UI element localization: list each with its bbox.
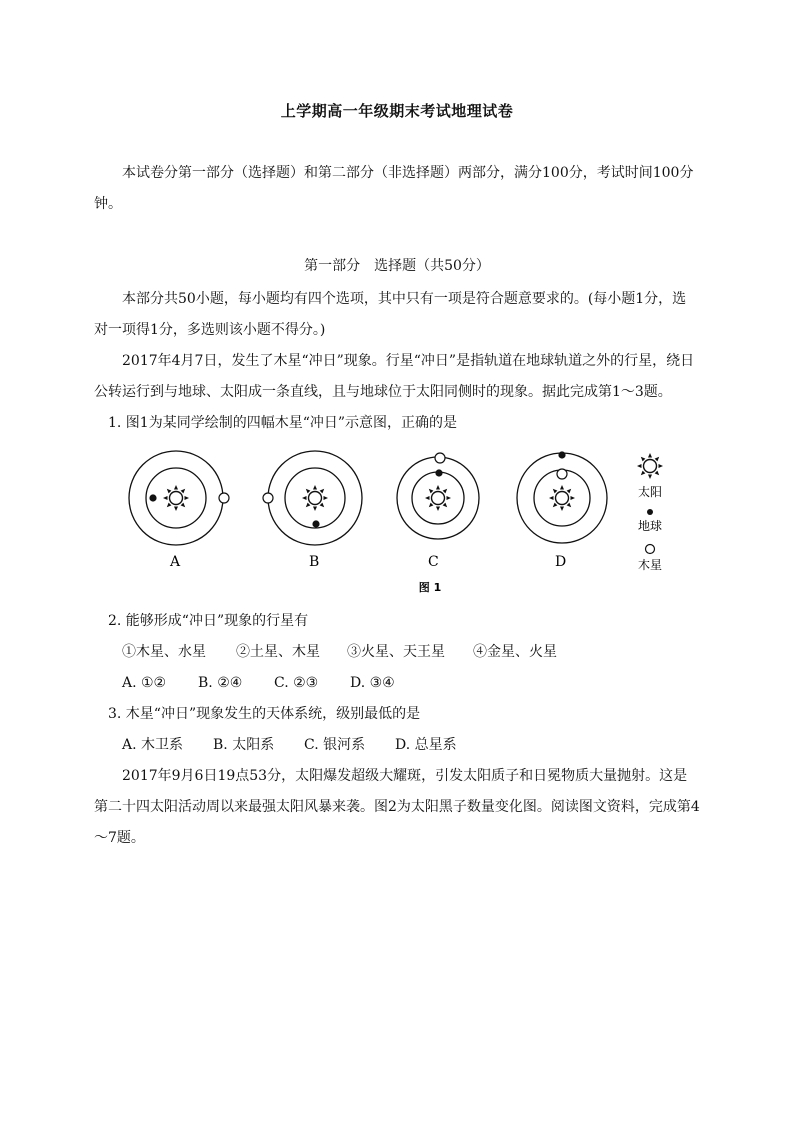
panel-label-a: A [170, 554, 181, 570]
option-a: A. ①② [122, 675, 167, 691]
figure-legend [637, 453, 663, 572]
legend-jupiter-dot [646, 545, 655, 554]
option-a: A. 木卫系 [122, 737, 184, 753]
legend-jupiter-label: 木星 [637, 558, 663, 572]
sun-icon [425, 485, 451, 511]
legend-earth-label: 地球 [637, 519, 663, 533]
jupiter-dot [557, 469, 567, 479]
legend-sun-label: 太阳 [637, 485, 663, 499]
option-b: B. 太阳系 [213, 737, 275, 753]
passage-jupiter-opposition: 2017年4月7日，发生了木星“冲日”现象。行星“冲日”是指轨道在地球轨道之外的行星，绕日公转运行到与地球、太阳成一条直线，且与地球位于太阳同侧时的现象。据此完成第1～3题。 [94, 353, 695, 400]
page-title: 上学期高一年级期末考试地理试卷 [280, 102, 514, 120]
question-3-stem: 3. 木星“冲日”现象发生的天体系统，级别最低的是 [108, 706, 421, 722]
sun-icon [637, 453, 663, 479]
earth-dot [312, 520, 319, 527]
question-2-choices [122, 642, 557, 662]
passage-solar-flare: 2017年9月6日19点53分，太阳爆发超级大耀斑，引发太阳质子和日冕物质大量抛射。这是第二十四太阳活动周以来最强太阳风暴来袭。图2为太阳黑子数量变化图。阅读图文资料，完成第4～7题。 [94, 768, 700, 846]
panel-c-diagram [397, 453, 479, 539]
figure-caption: 图 1 [418, 581, 442, 594]
sun-icon [549, 485, 575, 511]
figure-1 [120, 445, 680, 600]
earth-dot [435, 469, 442, 476]
earth-dot [149, 494, 156, 501]
sun-icon [163, 485, 189, 511]
earth-dot [558, 451, 565, 458]
sun-icon [302, 485, 328, 511]
option-d: D. 总星系 [395, 737, 457, 753]
legend-earth-dot [647, 509, 653, 515]
section-instructions: 本部分共50小题，每小题均有四个选项，其中只有一项是符合题意要求的。(每小题1分，选对一项得1分，多选则该小题不得分。) [94, 291, 687, 338]
question-3-options [122, 735, 457, 755]
option-b: B. ②④ [198, 675, 243, 691]
question-2-stem: 2. 能够形成“冲日”现象的行星有 [108, 613, 309, 629]
jupiter-dot [435, 453, 445, 463]
intro-paragraph: 本试卷分第一部分（选择题）和第二部分（非选择题）两部分，满分100分，考试时间100分钟。 [94, 165, 694, 212]
jupiter-dot [219, 493, 229, 503]
question-2-options [122, 673, 395, 693]
option-c: C. 银河系 [304, 737, 366, 753]
panel-d-diagram [517, 451, 607, 543]
section-heading: 第一部分 选择题（共50分） [304, 258, 490, 274]
panel-label-c: C [428, 554, 439, 570]
jupiter-dot [263, 493, 273, 503]
panel-b-diagram [263, 451, 362, 545]
choice-1: ①木星、水星 [122, 644, 206, 660]
question-1-stem: 1. 图1为某同学绘制的四幅木星“冲日”示意图，正确的是 [108, 415, 458, 431]
option-d: D. ③④ [350, 675, 395, 691]
choice-4: ④金星、火星 [473, 644, 557, 660]
choice-2: ②土星、木星 [236, 644, 320, 660]
panel-label-b: B [309, 554, 320, 570]
choice-3: ③火星、天王星 [347, 644, 445, 660]
option-c: C. ②③ [274, 675, 319, 691]
panel-label-d: D [555, 554, 567, 570]
panel-a-diagram [129, 451, 229, 545]
